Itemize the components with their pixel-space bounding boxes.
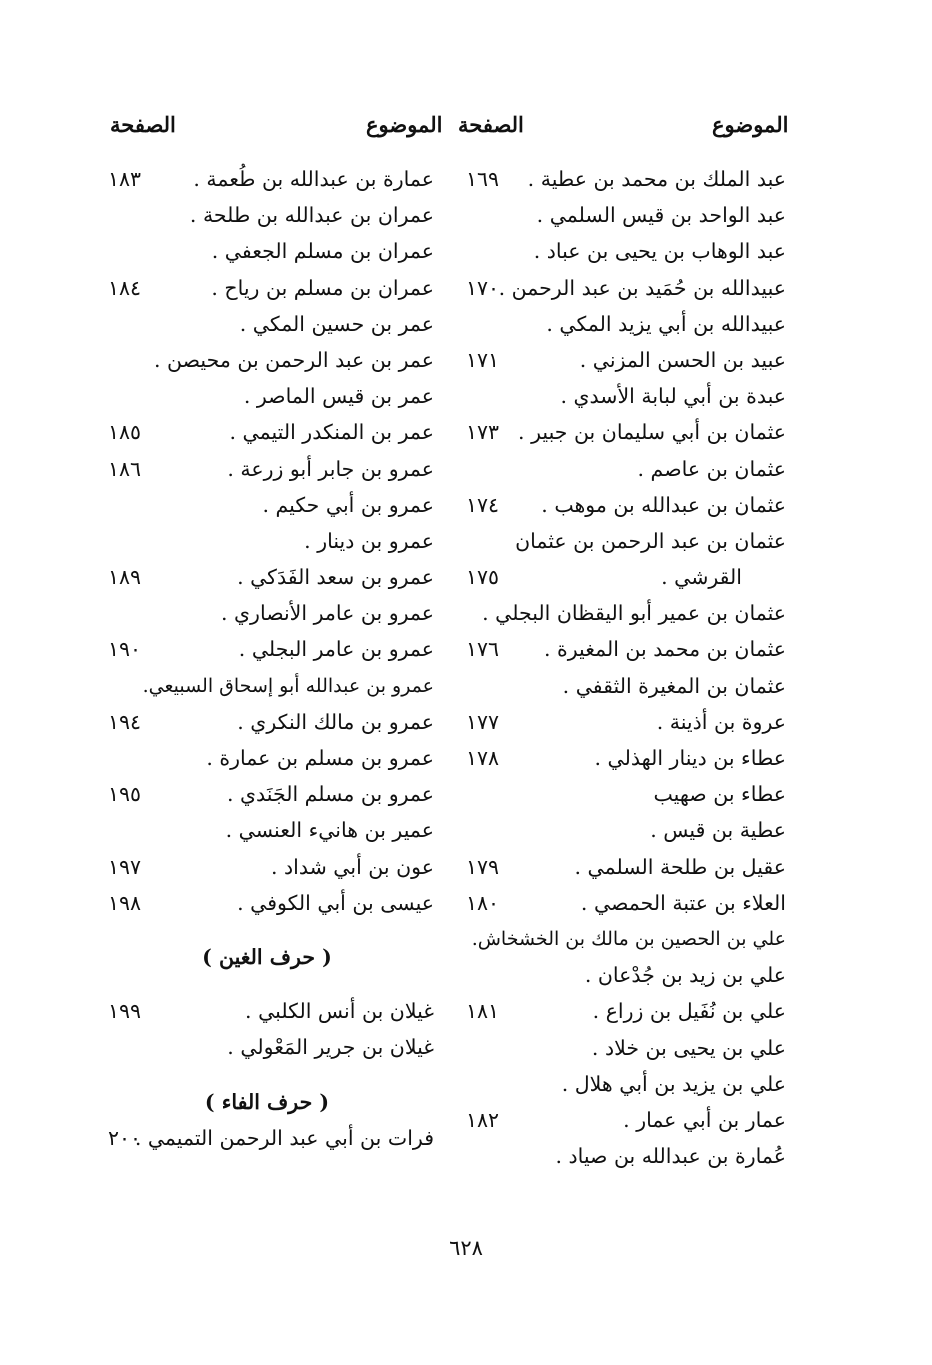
- index-entry: [100, 562, 434, 598]
- index-entry: [100, 996, 434, 1032]
- entry-text: عمرو بن مالك النكري .: [237, 709, 434, 734]
- index-entry: [100, 707, 434, 743]
- entry-text: عمر بن حسين المكي .: [239, 311, 434, 336]
- index-entry: [100, 381, 434, 417]
- spacer: [100, 924, 434, 942]
- entry-page: ١٦٩: [466, 167, 500, 191]
- index-entry: [460, 164, 786, 200]
- entry-page: ١٨١: [466, 999, 500, 1024]
- entry-text: عمرو بن عامر البجلي .: [238, 637, 434, 662]
- index-entry: [460, 634, 786, 670]
- entry-page: ١٧٦: [466, 637, 500, 662]
- index-entry: [100, 815, 434, 851]
- section-heading-text: ( حرف الغين ): [202, 944, 332, 969]
- entry-text: عبيدالله بن أبي يزيد المكي .: [546, 311, 786, 336]
- header-page-left: الصفحة: [110, 112, 176, 137]
- spacer: [100, 1069, 434, 1087]
- index-entry: [460, 996, 786, 1032]
- index-entry: [460, 960, 786, 996]
- entry-page: ١٧٥: [466, 565, 500, 590]
- index-entry: [100, 598, 434, 634]
- entry-text: عون بن أبي شداد .: [270, 854, 434, 879]
- index-entry: [100, 743, 434, 779]
- index-entry: [460, 526, 786, 562]
- index-entry: [100, 236, 434, 272]
- entry-text: عُمارة بن عبدالله بن صياد .: [555, 1144, 786, 1169]
- index-entry: [460, 454, 786, 490]
- entry-text: عطاء بن دينار الهذلي .: [594, 746, 786, 770]
- index-entry: [100, 671, 434, 707]
- entry-text: علي بن يزيد بن أبي هلال .: [561, 1071, 786, 1096]
- index-entry: [100, 490, 434, 526]
- right-column: [460, 164, 786, 1177]
- entry-text: عقيل بن طلحة السلمي .: [574, 854, 786, 879]
- entry-page: ١٩٧: [108, 854, 142, 879]
- entry-page: ١٩٨: [108, 890, 142, 915]
- entry-text: عبد الواحد بن قيس السلمي .: [536, 203, 786, 228]
- index-entry: [460, 598, 786, 634]
- index-entry: [460, 924, 786, 960]
- entry-page: ١٨٩: [108, 565, 142, 590]
- entry-text: علي بن يحيى بن خلاد .: [591, 1035, 786, 1060]
- entry-text: عثمان بن عبدالله بن موهب .: [541, 492, 786, 517]
- index-entry: [100, 1123, 434, 1159]
- entry-text: عبيد بن الحسن المزني .: [579, 347, 786, 372]
- entry-text: عمر بن عبد الرحمن بن محيصن .: [154, 347, 434, 372]
- index-entry: [460, 743, 786, 779]
- entry-page: ١٧٩: [466, 854, 500, 879]
- entry-text: عمار بن أبي عمار .: [623, 1107, 786, 1132]
- entry-text: عثمان بن أبي سليمان بن جبير .: [518, 420, 786, 445]
- index-entry: [460, 345, 786, 381]
- entry-page: ١٩٥: [108, 782, 142, 807]
- entry-page: ١٧١: [466, 347, 500, 372]
- entry-page: ١٨٤: [108, 275, 142, 300]
- entry-text: علي بن الحصين بن مالك بن الخشخاش.: [471, 927, 786, 950]
- index-entry: [100, 309, 434, 345]
- index-entry: [460, 562, 786, 598]
- header-topic-right: الموضوع: [712, 112, 789, 137]
- entry-text: عثمان بن عبد الرحمن بن عثمان: [515, 528, 786, 553]
- entry-text: عثمان بن المغيرة الثقفي .: [562, 673, 786, 698]
- entry-text: عبد الملك بن محمد بن عطية .: [527, 167, 786, 191]
- index-entry: [100, 417, 434, 453]
- entry-text: عمرو بن عامر الأنصاري .: [220, 601, 434, 626]
- index-entry: [100, 1032, 434, 1068]
- entry-text: عيسى بن أبي الكوفي .: [237, 890, 434, 915]
- index-entry: [460, 815, 786, 851]
- entry-text: غيلان بن أنس الكلبي .: [245, 999, 434, 1024]
- entry-text: عبد الوهاب بن يحيى بن عباد .: [533, 239, 786, 264]
- entry-page: ١٩٠: [108, 637, 142, 662]
- entry-text: عطية بن قيس .: [650, 818, 786, 843]
- index-entry: [460, 707, 786, 743]
- index-entry: [100, 454, 434, 490]
- entry-text: عمرو بن أبي حكيم .: [262, 492, 434, 517]
- spacer: [100, 978, 434, 996]
- index-entry: [460, 309, 786, 345]
- index-entry: [100, 273, 434, 309]
- entry-text: عبيدالله بن حُمَيد بن عبد الرحمن .: [498, 275, 786, 300]
- entry-page: ١٧٤: [466, 492, 500, 517]
- entry-text: القرشي .: [661, 565, 742, 590]
- entry-text: عمران بن مسلم الجعفي .: [211, 239, 434, 264]
- index-entry: [460, 417, 786, 453]
- index-entry: [460, 1141, 786, 1177]
- page-number: ٦٢٨: [449, 1236, 483, 1260]
- entry-page: ١٩٩: [108, 999, 142, 1024]
- index-entry: [100, 164, 434, 200]
- entry-text: علي بن نُفَيل بن زراع .: [592, 999, 786, 1024]
- entry-page: ١٧٧: [466, 709, 500, 734]
- entry-text: عطاء بن صهيب: [653, 782, 786, 807]
- entry-page: ١٩٤: [108, 709, 142, 734]
- entry-text: عمر بن المنكدر التيمي .: [229, 420, 434, 445]
- entry-text: عثمان بن عاصم .: [637, 456, 786, 481]
- index-entry: [460, 779, 786, 815]
- entry-text: عمرو بن عبدالله أبو إسحاق السبيعي.: [142, 674, 434, 697]
- entry-page: ١٧٠: [466, 275, 500, 300]
- entry-text: عمرو بن سعد الفَدَكي .: [237, 565, 434, 590]
- index-entry: [460, 200, 786, 236]
- entry-text: علي بن زيد بن جُدْعان .: [584, 963, 786, 988]
- index-entry: [100, 852, 434, 888]
- entry-page: ١٧٨: [466, 746, 500, 770]
- entry-text: فرات بن أبي عبد الرحمن التميمي .: [134, 1125, 434, 1150]
- entry-text: عثمان بن محمد بن المغيرة .: [543, 637, 786, 662]
- index-entry: [460, 1105, 786, 1141]
- entry-text: عبدة بن أبي لبابة الأسدي .: [560, 384, 786, 409]
- index-entry: [460, 671, 786, 707]
- index-entry: [460, 490, 786, 526]
- entry-page: ١٨٦: [108, 456, 142, 481]
- index-entry: [100, 888, 434, 924]
- index-entry: [100, 526, 434, 562]
- entry-text: عروة بن أذينة .: [656, 709, 786, 734]
- header-page-right: الصفحة: [458, 112, 524, 137]
- entry-page: ١٨٣: [108, 167, 142, 191]
- index-entry: [460, 888, 786, 924]
- index-entry: [460, 1033, 786, 1069]
- entry-page: ١٧٣: [466, 420, 500, 445]
- left-column: [100, 164, 434, 1159]
- entry-text: عمران بن مسلم بن رياح .: [211, 275, 434, 300]
- entry-text: عثمان بن عمير أبو اليقظان البجلي .: [482, 601, 786, 626]
- index-entry: [100, 345, 434, 381]
- entry-text: عمير بن هانيء العنسي .: [225, 818, 434, 843]
- entry-text: عمران بن عبدالله بن طلحة .: [189, 203, 434, 228]
- section-heading-text: ( حرف الفاء ): [204, 1089, 330, 1114]
- entry-page: ١٨٢: [466, 1107, 500, 1132]
- section-heading-ghain: [100, 942, 434, 978]
- entry-text: عمر بن قيس الماصر .: [243, 384, 434, 409]
- section-heading-fa: [100, 1087, 434, 1123]
- index-entry: [460, 1069, 786, 1105]
- entry-text: عمرو بن دينار .: [304, 528, 434, 553]
- entry-text: عمرو بن جابر أبو زرعة .: [227, 456, 434, 481]
- entry-page: ١٨٠: [466, 890, 500, 915]
- entry-text: غيلان بن جرير المَعْولي .: [227, 1035, 434, 1060]
- index-entry: [100, 634, 434, 670]
- entry-text: عمارة بن عبدالله بن طُعمة .: [193, 167, 434, 191]
- entry-text: العلاء بن عتبة الحمصي .: [580, 890, 786, 915]
- index-entry: [100, 779, 434, 815]
- index-entry: [460, 381, 786, 417]
- entry-page: ٢٠٠: [108, 1125, 142, 1150]
- header-topic-left: الموضوع: [366, 112, 443, 137]
- index-entry: [460, 273, 786, 309]
- entry-text: عمرو بن مسلم الجَنَدي .: [226, 782, 434, 807]
- entry-page: ١٨٥: [108, 420, 142, 445]
- index-entry: [100, 200, 434, 236]
- index-entry: [460, 852, 786, 888]
- entry-text: عمرو بن مسلم بن عمارة .: [206, 746, 434, 770]
- index-entry: [460, 236, 786, 272]
